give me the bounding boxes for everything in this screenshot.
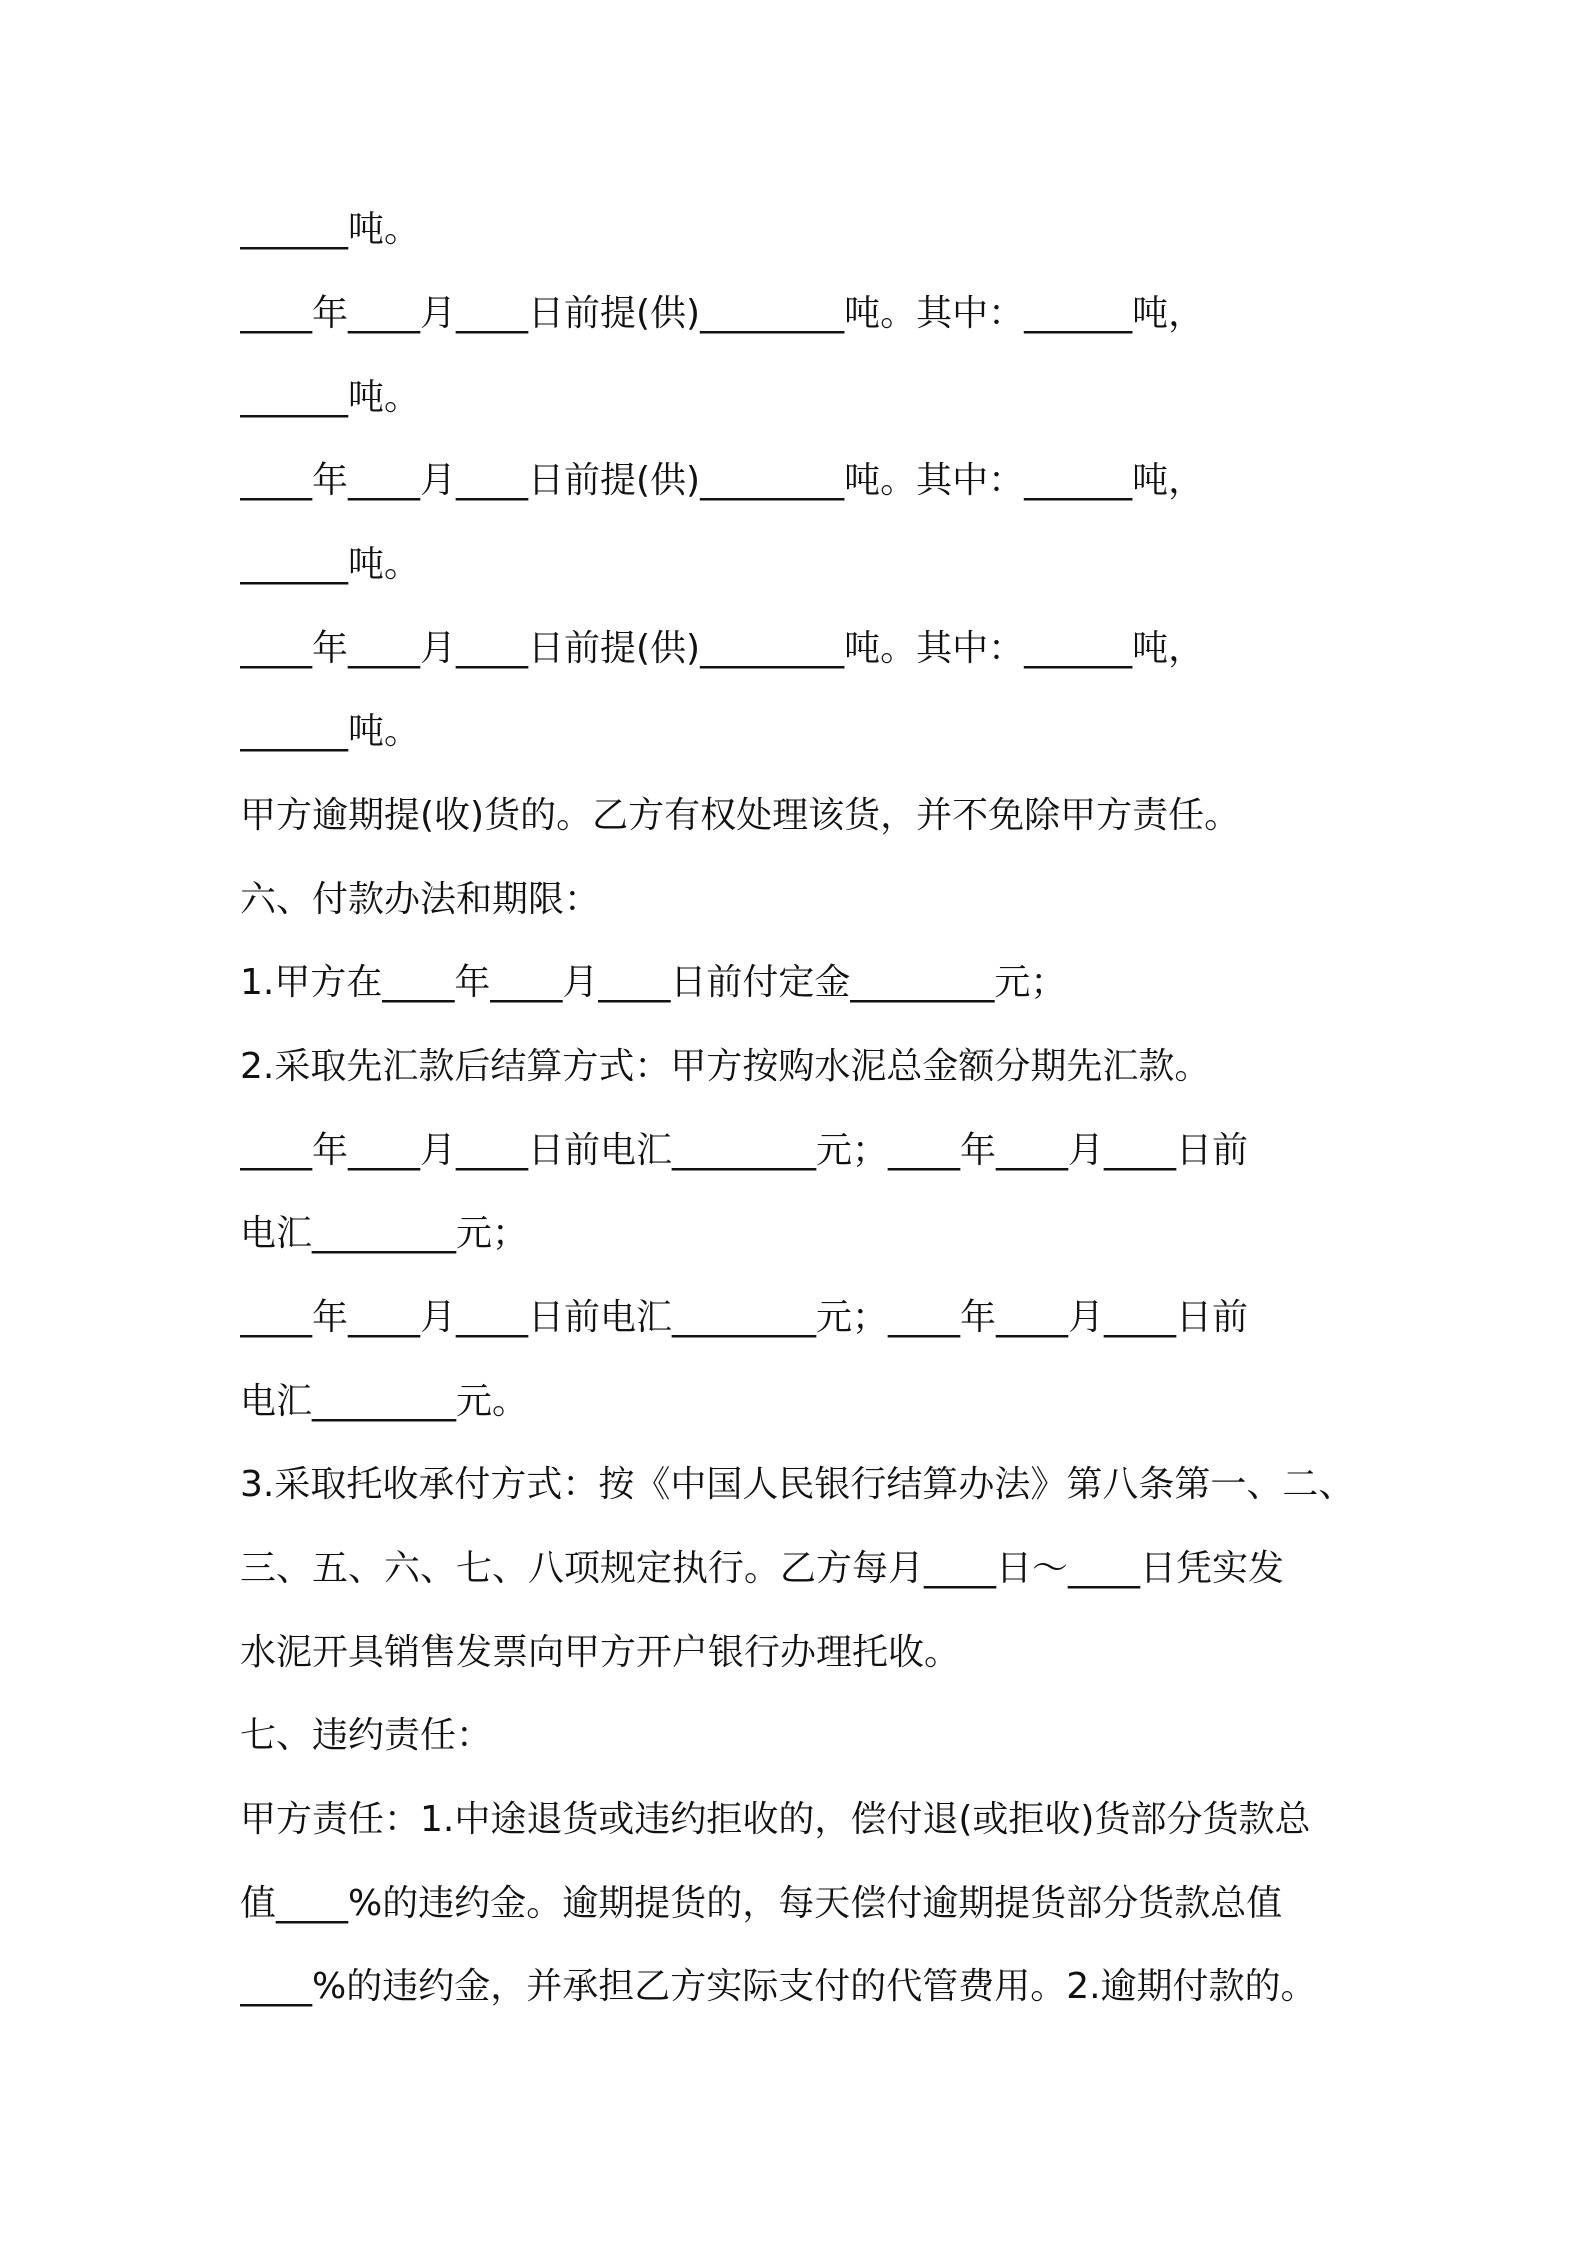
text-line: ____年____月____日前提(供)________吨。其中：______吨， <box>240 628 1205 669</box>
text-line: ______吨。 <box>240 544 421 585</box>
text-line: 1.甲方在____年____月____日前付定金________元； <box>240 962 1067 1003</box>
text-line: ____年____月____日前电汇________元；____年____月____日前 <box>240 1297 1249 1338</box>
text-line: ____年____月____日前提(供)________吨。其中：______吨， <box>240 460 1205 501</box>
text-line: ______吨。 <box>240 711 421 752</box>
text-line: 水泥开具销售发票向甲方开户银行办理托收。 <box>240 1632 961 1673</box>
section-heading: 六、付款办法和期限： <box>240 879 601 920</box>
text-line: ______吨。 <box>240 377 421 418</box>
text-line: 电汇________元。 <box>240 1381 529 1422</box>
text-line: 3.采取托收承付方式：按《中国人民银行结算办法》第八条第一、二、 <box>240 1464 1355 1505</box>
section-heading: 七、违约责任： <box>240 1715 493 1756</box>
text-line: ____年____月____日前电汇________元；____年____月____日前 <box>240 1130 1249 1171</box>
text-line: 电汇________元； <box>240 1213 529 1254</box>
text-line: 甲方逾期提(收)货的。乙方有权处理该货，并不免除甲方责任。 <box>240 795 1241 836</box>
text-line: ______吨。 <box>240 209 421 250</box>
text-line: 值____%的违约金。逾期提货的，每天偿付逾期提货部分货款总值 <box>240 1883 1283 1924</box>
text-line: ____年____月____日前提(供)________吨。其中：______吨， <box>240 293 1205 334</box>
text-line: ____%的违约金，并承担乙方实际支付的代管费用。2.逾期付款的。 <box>240 1966 1317 2007</box>
text-line: 2.采取先汇款后结算方式：甲方按购水泥总金额分期先汇款。 <box>240 1046 1211 1087</box>
text-line: 甲方责任：1.中途退货或违约拒收的，偿付退(或拒收)货部分货款总 <box>240 1799 1311 1840</box>
text-line: 三、五、六、七、八项规定执行。乙方每月____日～____日凭实发 <box>240 1548 1285 1589</box>
